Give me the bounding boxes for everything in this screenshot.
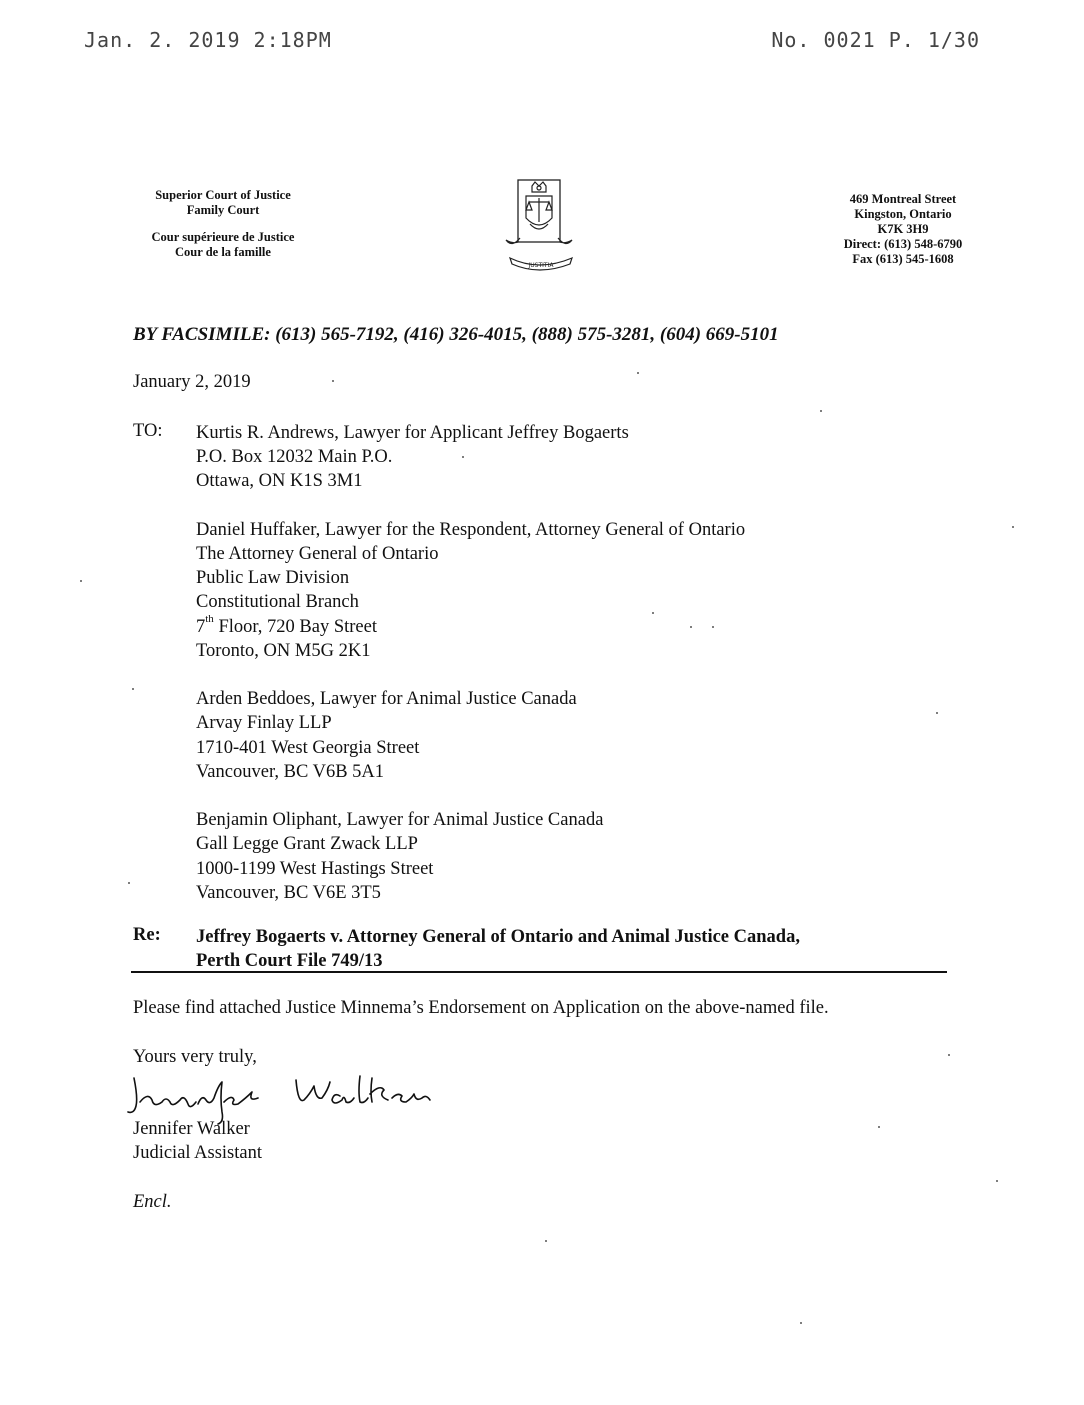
recipient-line: Constitutional Branch	[196, 592, 359, 613]
court-name-en: Superior Court of Justice	[155, 188, 291, 202]
scan-speck	[936, 712, 938, 714]
recipient-list	[196, 421, 745, 929]
floor-suffix: th	[205, 613, 214, 626]
recipient-line: Gall Legge Grant Zwack LLP	[196, 834, 418, 855]
recipient-line: P.O. Box 12032 Main P.O.	[196, 447, 393, 468]
court-division-en: Family Court	[186, 203, 260, 217]
recipient-line: Arvay Finlay LLP	[196, 713, 332, 734]
scan-speck	[690, 626, 692, 628]
court-name-fr: Cour supérieure de Justice	[151, 230, 295, 244]
signer-title: Judicial Assistant	[133, 1143, 262, 1163]
recipient-line: 1000-1199 West Hastings Street	[196, 858, 434, 879]
recipient-line	[196, 615, 745, 639]
recipient-block	[196, 421, 745, 494]
re-subject-line: Jeffrey Bogaerts v. Attorney General of Ontario and Animal Justice Canada,	[196, 927, 800, 947]
scan-speck	[800, 1322, 802, 1324]
scan-speck	[462, 456, 464, 458]
letterhead-court-name	[128, 188, 318, 260]
scan-speck	[712, 626, 714, 628]
address-city: Kingston, Ontario	[854, 207, 952, 221]
letterhead-address	[818, 192, 988, 267]
scan-speck	[1012, 526, 1014, 528]
closing: Yours very truly,	[133, 1047, 257, 1067]
scan-speck	[878, 1126, 880, 1128]
recipient-line: Kurtis R. Andrews, Lawyer for Applicant Jeffrey Bogaerts	[196, 423, 629, 443]
recipient-line: Arden Beddoes, Lawyer for Animal Justice Canada	[196, 689, 577, 710]
court-division-fr: Cour de la famille	[175, 245, 271, 259]
by-facsimile-line: BY FACSIMILE: (613) 565-7192, (416) 326-4015, (888) 575-3281, (604) 669-5101	[133, 324, 779, 345]
recipient-line: Ottawa, ON K1S 3M1	[196, 471, 363, 492]
floor-rest: Floor, 720 Bay Street	[213, 616, 377, 637]
address-postal: K7K 3H9	[877, 222, 929, 236]
address-fax: Fax (613) 545-1608	[852, 252, 954, 266]
scan-speck	[996, 1180, 998, 1182]
recipient-block	[196, 518, 745, 663]
fax-header-right: No. 0021 P. 1/30	[771, 28, 980, 52]
recipient-block	[196, 808, 745, 905]
recipient-line: Public Law Division	[196, 568, 350, 589]
scan-speck	[132, 688, 134, 690]
re-subject-line: Perth Court File 749/13	[196, 951, 383, 971]
crest-motto: JUSTITIA	[528, 262, 554, 269]
recipient-line: Daniel Huffaker, Lawyer for the Respondent, Attorney General of Ontario	[196, 519, 746, 540]
re-subject	[196, 925, 800, 973]
recipient-line: The Attorney General of Ontario	[196, 544, 439, 564]
scan-speck	[545, 1240, 547, 1242]
scan-speck	[948, 1054, 950, 1056]
letter-date: January 2, 2019	[133, 372, 251, 392]
court-crest-icon	[502, 178, 596, 274]
scan-speck	[820, 410, 822, 412]
recipient-line: Toronto, ON M5G 2K1	[196, 640, 371, 661]
enclosure-note: Encl.	[133, 1192, 172, 1212]
address-direct-phone: Direct: (613) 548-6790	[843, 237, 963, 251]
scan-speck	[80, 580, 82, 582]
recipient-line: 1710-401 West Georgia Street	[196, 737, 420, 758]
scan-speck	[128, 882, 130, 884]
recipient-block	[196, 687, 745, 784]
recipient-line: Vancouver, BC V6B 5A1	[196, 761, 385, 782]
recipient-line: Benjamin Oliphant, Lawyer for Animal Justice Canada	[196, 810, 604, 831]
subject-divider	[131, 971, 947, 973]
scan-speck	[637, 372, 639, 374]
scan-speck	[652, 612, 654, 614]
re-label: Re:	[133, 925, 161, 945]
letter-body: Please find attached Justice Minnema’s Endorsement on Application on the above-named file.	[133, 998, 829, 1018]
to-label: TO:	[133, 421, 163, 441]
signer-name: Jennifer Walker	[133, 1119, 250, 1139]
fax-header-left: Jan. 2. 2019 2:18PM	[84, 28, 332, 52]
floor-number: 7	[196, 616, 206, 637]
scan-speck	[332, 380, 334, 382]
recipient-line: Vancouver, BC V6E 3T5	[196, 882, 381, 903]
address-street: 469 Montreal Street	[849, 192, 957, 206]
